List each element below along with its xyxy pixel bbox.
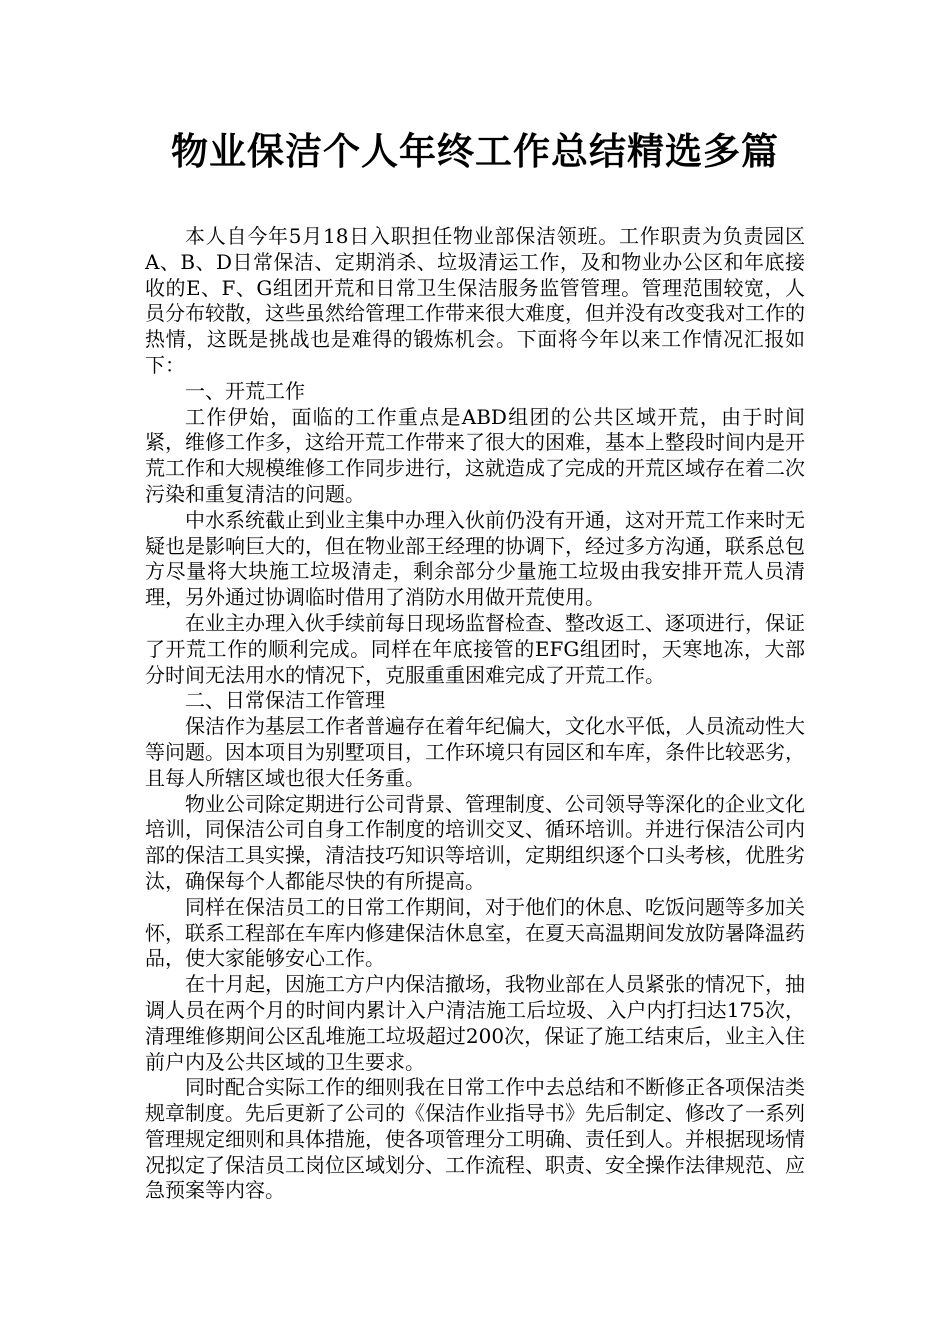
paragraph: 工作伊始，面临的工作重点是ABD组团的公共区域开荒，由于时间紧，维修工作多，这给开荒工作带来了很大的困难，基本上整段时间内是开荒工作和大规模维修工作同步进行，这就造成了完成的开荒区域存在着二次污染和重复清洁的问题。 (145, 404, 805, 506)
document-title: 物业保洁个人年终工作总结精选多篇 (171, 130, 779, 173)
paragraph: 保洁作为基层工作者普遍存在着年纪偏大，文化水平低，人员流动性大等问题。因本项目为别墅项目，工作环境只有园区和车库，条件比较恶劣，且每人所辖区域也很大任务重。 (145, 714, 805, 790)
paragraph: 物业公司除定期进行公司背景、管理制度、公司领导等深化的企业文化培训，同保洁公司自身工作制度的培训交叉、循环培训。并进行保洁公司内部的保洁工具实操，清洁技巧知识等培训，定期组织逐个口头考核，优胜劣汰，确保每个人都能尽快的有所提高。 (145, 791, 805, 893)
section-heading-1: 一、开荒工作 (185, 378, 305, 403)
paragraph: 同时配合实际工作的细则我在日常工作中去总结和不断修正各项保洁类规章制度。先后更新了公司的《保洁作业指导书》先后制定、修改了一系列管理规定细则和具体措施，使各项管理分工明确、责任到人。并根据现场情况拟定了保洁员工岗位区域划分、工作流程、职责、安全操作法律规范、应急预案等内容。 (145, 1075, 805, 1203)
paragraph: 中水系统截止到业主集中办理入伙前仍没有开通，这对开荒工作来时无疑也是影响巨大的，但在物业部王经理的协调下，经过多方沟通，联系总包方尽量将大块施工垃圾清走，剩余部分少量施工垃圾由我安排开荒人员清理，另外通过协调临时借用了消防水用做开荒使用。 (145, 507, 805, 610)
section-heading-2: 二、日常保洁工作管理 (185, 688, 385, 713)
document-body (145, 224, 805, 1204)
paragraph: 在业主办理入伙手续前每日现场监督检查、整改返工、逐项进行，保证了开荒工作的顺利完成。同样在年底接管的EFG组团时，天寒地冻，大部分时间无法用水的情况下，克服重重困难完成了开荒工作。 (145, 610, 805, 687)
paragraph: 在十月起，因施工方户内保洁撤场，我物业部在人员紧张的情况下，抽调人员在两个月的时间内累计入户清洁施工后垃圾、入户内打扫达175次，清理维修期间公区乱堆施工垃圾超过200次，保证了施工结束后，业主入住前户内及公共区域的卫生要求。 (145, 972, 805, 1074)
paragraph-intro: 本人自今年5月18日入职担任物业部保洁领班。工作职责为负责园区A、B、D日常保洁、定期消杀、垃圾清运工作，及和物业办公区和年底接收的E、F、G组团开荒和日常卫生保洁服务监管管理。管理范围较宽，人员分布较散，这些虽然给管理工作带来很大难度，但并没有改变我对工作的热情，这既是挑战也是难得的锻炼机会。下面将今年以来工作情况汇报如下： (145, 224, 805, 377)
paragraph: 同样在保洁员工的日常工作期间，对于他们的休息、吃饭问题等多加关怀，联系工程部在车库内修建保洁休息室，在夏天高温期间发放防暑降温药品，使大家能够安心工作。 (145, 894, 805, 971)
